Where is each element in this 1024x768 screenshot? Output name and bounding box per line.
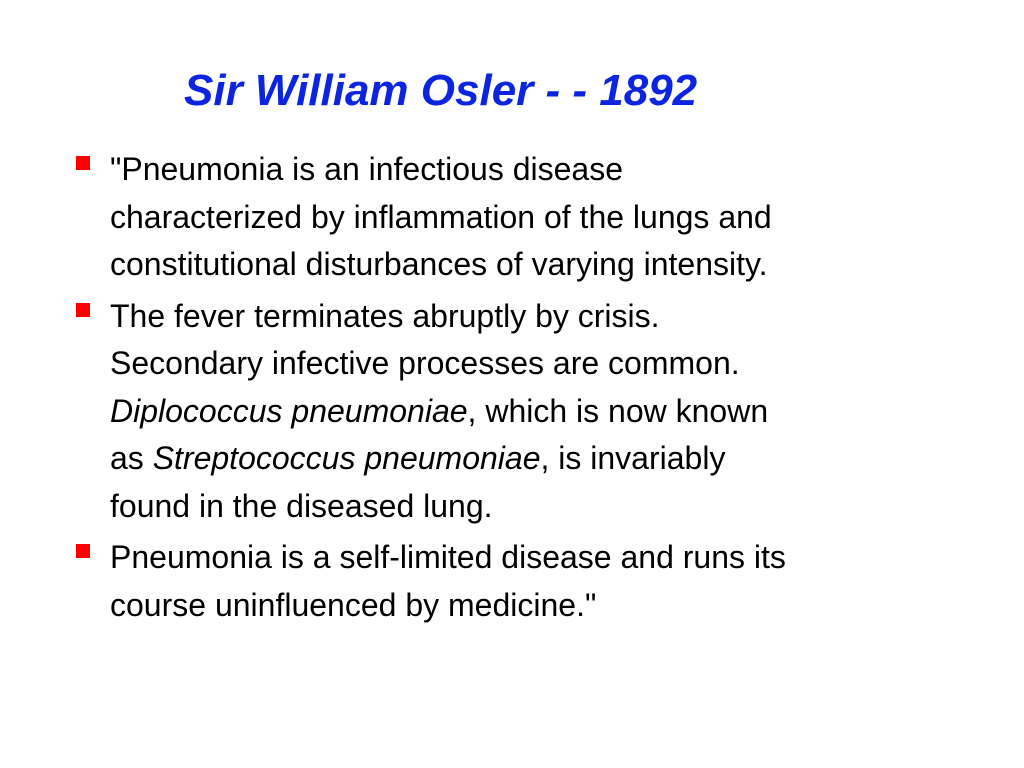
bullet-2-line-5: found in the diseased lung. xyxy=(110,487,493,524)
bullet-2-line-4 xyxy=(110,435,994,483)
bullet-3-line-2: course uninfluenced by medicine." xyxy=(110,586,597,623)
bullet-item-2 xyxy=(74,293,994,531)
bullet-1-line-1: "Pneumonia is an infectious disease xyxy=(110,151,623,187)
organism-name-diplococcus: Diplococcus pneumoniae xyxy=(110,392,468,429)
bullet-2-line-2: Secondary infective processes are common. xyxy=(110,345,740,381)
bullet-item-3 xyxy=(74,534,994,629)
bullet-2-line-4-rest: , is invariably xyxy=(540,440,726,476)
organism-name-streptococcus: Streptococcus pneumoniae xyxy=(152,440,541,476)
bullet-2-line-1: The fever terminates abruptly by crisis. xyxy=(110,297,660,334)
square-bullet-icon xyxy=(76,544,90,558)
bullet-item-1 xyxy=(74,146,994,289)
square-bullet-icon xyxy=(76,156,90,170)
bullet-3-line-1: Pneumonia is a self-limited disease and runs its xyxy=(110,539,786,575)
bullet-2-line-4-prefix: as xyxy=(110,440,153,476)
bullet-list xyxy=(74,146,994,633)
slide-title: Sir William Osler - - 1892 xyxy=(184,66,698,115)
bullet-2-line-3 xyxy=(110,388,994,436)
bullet-1-line-3: constitutional disturbances of varying intensity. xyxy=(110,246,768,282)
square-bullet-icon xyxy=(76,303,90,317)
bullet-1-line-2: characterized by inflammation of the lungs and xyxy=(110,198,772,235)
bullet-2-line-3-rest: , which is now known xyxy=(467,392,769,429)
